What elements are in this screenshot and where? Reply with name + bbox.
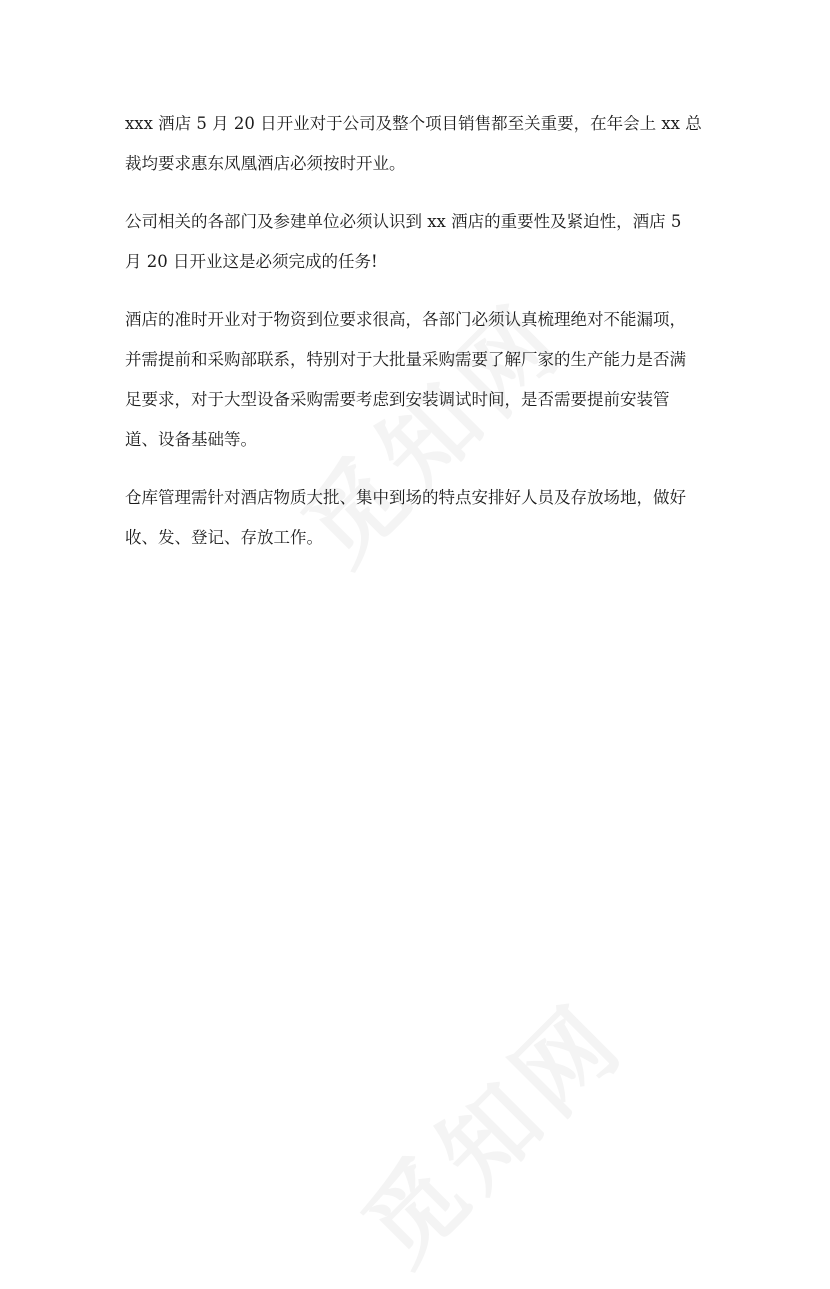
text-line: 公司相关的各部门及参建单位必须认识到 xx 酒店的重要性及紧迫性，酒店 5 (125, 212, 682, 231)
text-line: 月 20 日开业这是必须完成的任务! (125, 252, 378, 271)
paragraph-2 (125, 202, 710, 282)
text-line: 酒店的准时开业对于物资到位要求很高，各部门必须认真梳理绝对不能漏项， (125, 310, 686, 329)
paragraph-4 (125, 478, 710, 558)
paragraph-3 (125, 300, 710, 460)
document-body (125, 104, 710, 576)
text-line: 道、设备基础等。 (125, 430, 257, 449)
watermark (328, 968, 650, 1289)
text-line: 并需提前和采购部联系，特别对于大批量采购需要了解厂家的生产能力是否满 (125, 350, 686, 369)
text-line: 足要求，对于大型设备采购需要考虑到安装调试时间，是否需要提前安装管 (125, 390, 670, 409)
text-line: 仓库管理需针对酒店物质大批、集中到场的特点安排好人员及存放场地，做好 (125, 488, 686, 507)
text-line: xxx 酒店 5 月 20 日开业对于公司及整个项目销售都至关重要，在年会上 xx 总 (125, 114, 702, 133)
text-line: 裁均要求惠东凤凰酒店必须按时开业。 (125, 154, 406, 173)
paragraph-1 (125, 104, 710, 184)
text-line: 收、发、登记、存放工作。 (125, 528, 323, 547)
